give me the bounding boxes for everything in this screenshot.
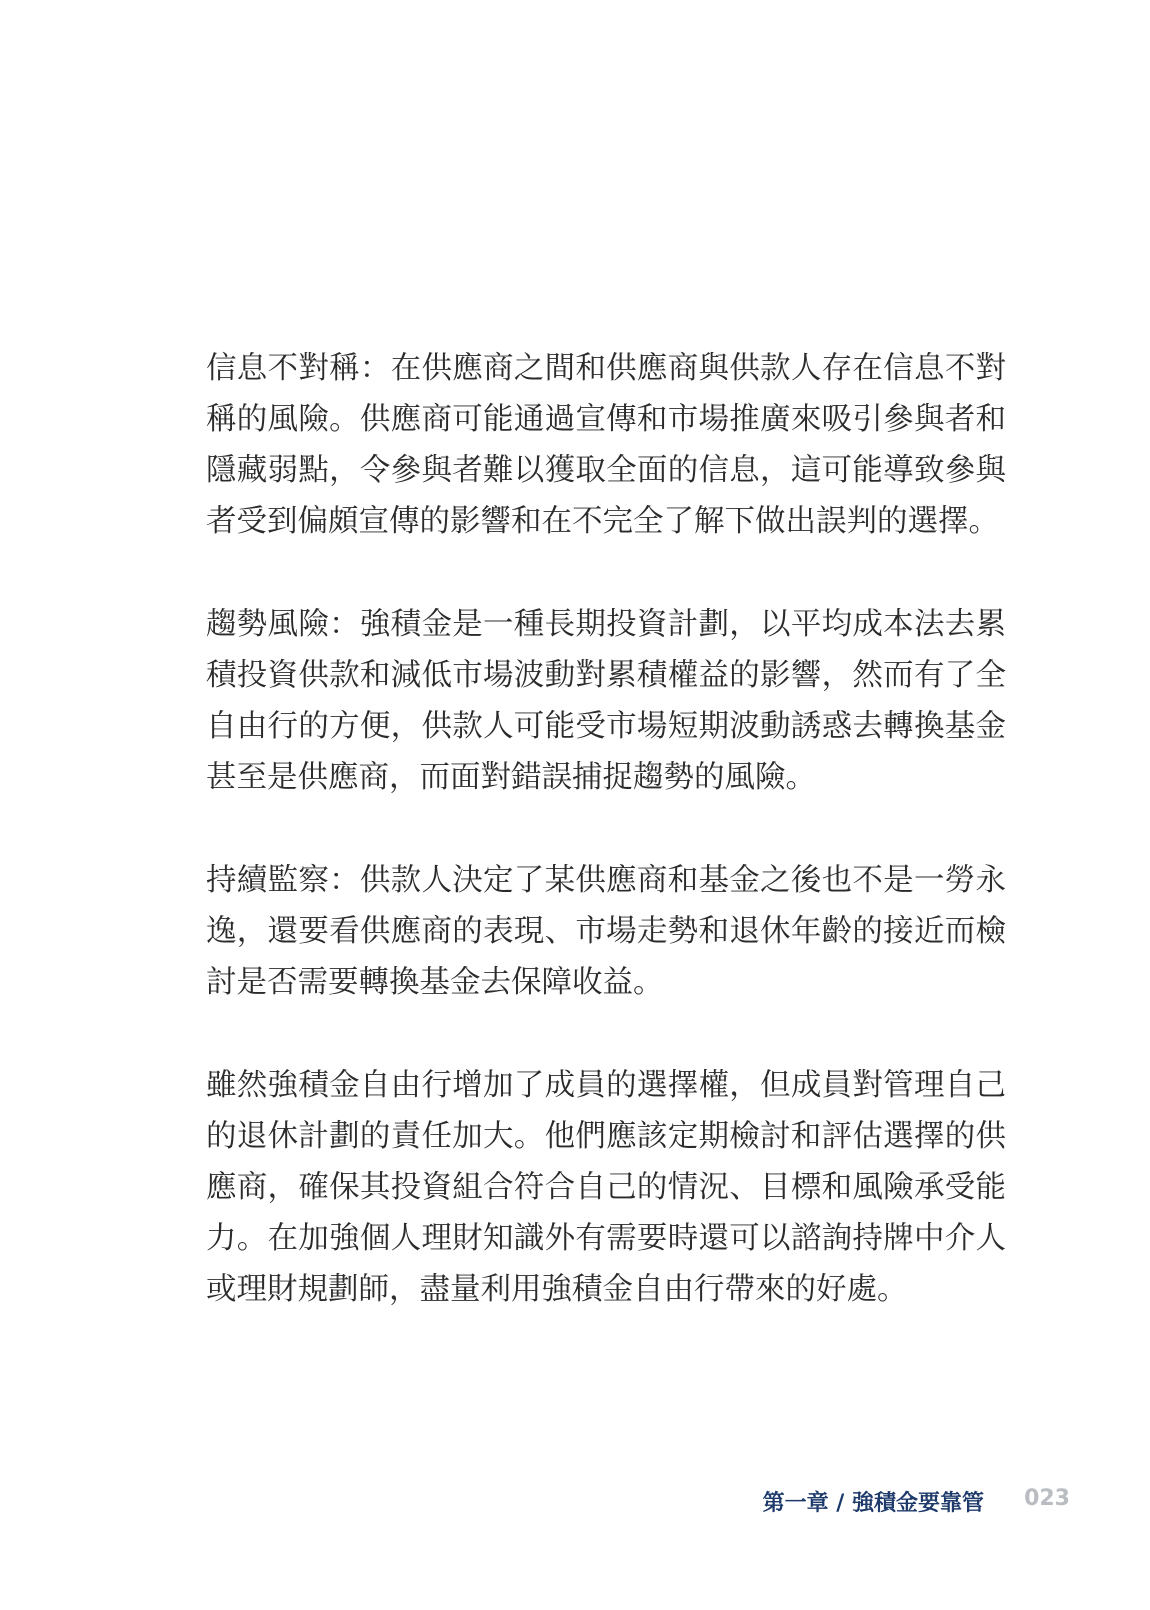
paragraph-continuous-monitoring: 持續監察：供款人決定了某供應商和基金之後也不是一勞永逸，還要看供應商的表現、市場走勢和退休年齡的接近而檢討是否需要轉換基金去保障收益。 (206, 863, 1006, 1000)
page-number: 023 (1024, 1486, 1070, 1511)
paragraph-trend-risk: 趨勢風險：強積金是一種長期投資計劃，以平均成本法去累積投資供款和減低市場波動對累積權益的影響，然而有了全自由行的方便，供款人可能受市場短期波動誘惑去轉換基金甚至是供應商，而面對錯誤捕捉趨勢的風險。 (206, 607, 1006, 795)
page-footer (700, 1486, 1070, 1526)
body-text (206, 343, 1006, 1315)
chapter-title: 第一章 / 強積金要靠管 (762, 1491, 984, 1516)
paragraph-conclusion: 雖然強積金自由行增加了成員的選擇權，但成員對管理自己的退休計劃的責任加大。他們應該定期檢討和評估選擇的供應商，確保其投資組合符合自己的情況、目標和風險承受能力。在加強個人理財知識外有需要時還可以諮詢持牌中介人或理財規劃師，盡量利用強積金自由行帶來的好處。 (206, 1068, 1006, 1307)
paragraph-information-asymmetry: 信息不對稱：在供應商之間和供應商與供款人存在信息不對稱的風險。供應商可能通過宣傳和市場推廣來吸引參與者和隱藏弱點，令參與者難以獲取全面的信息，這可能導致參與者受到偏頗宣傳的影響和在不完全了解下做出誤判的選擇。 (206, 351, 1006, 539)
